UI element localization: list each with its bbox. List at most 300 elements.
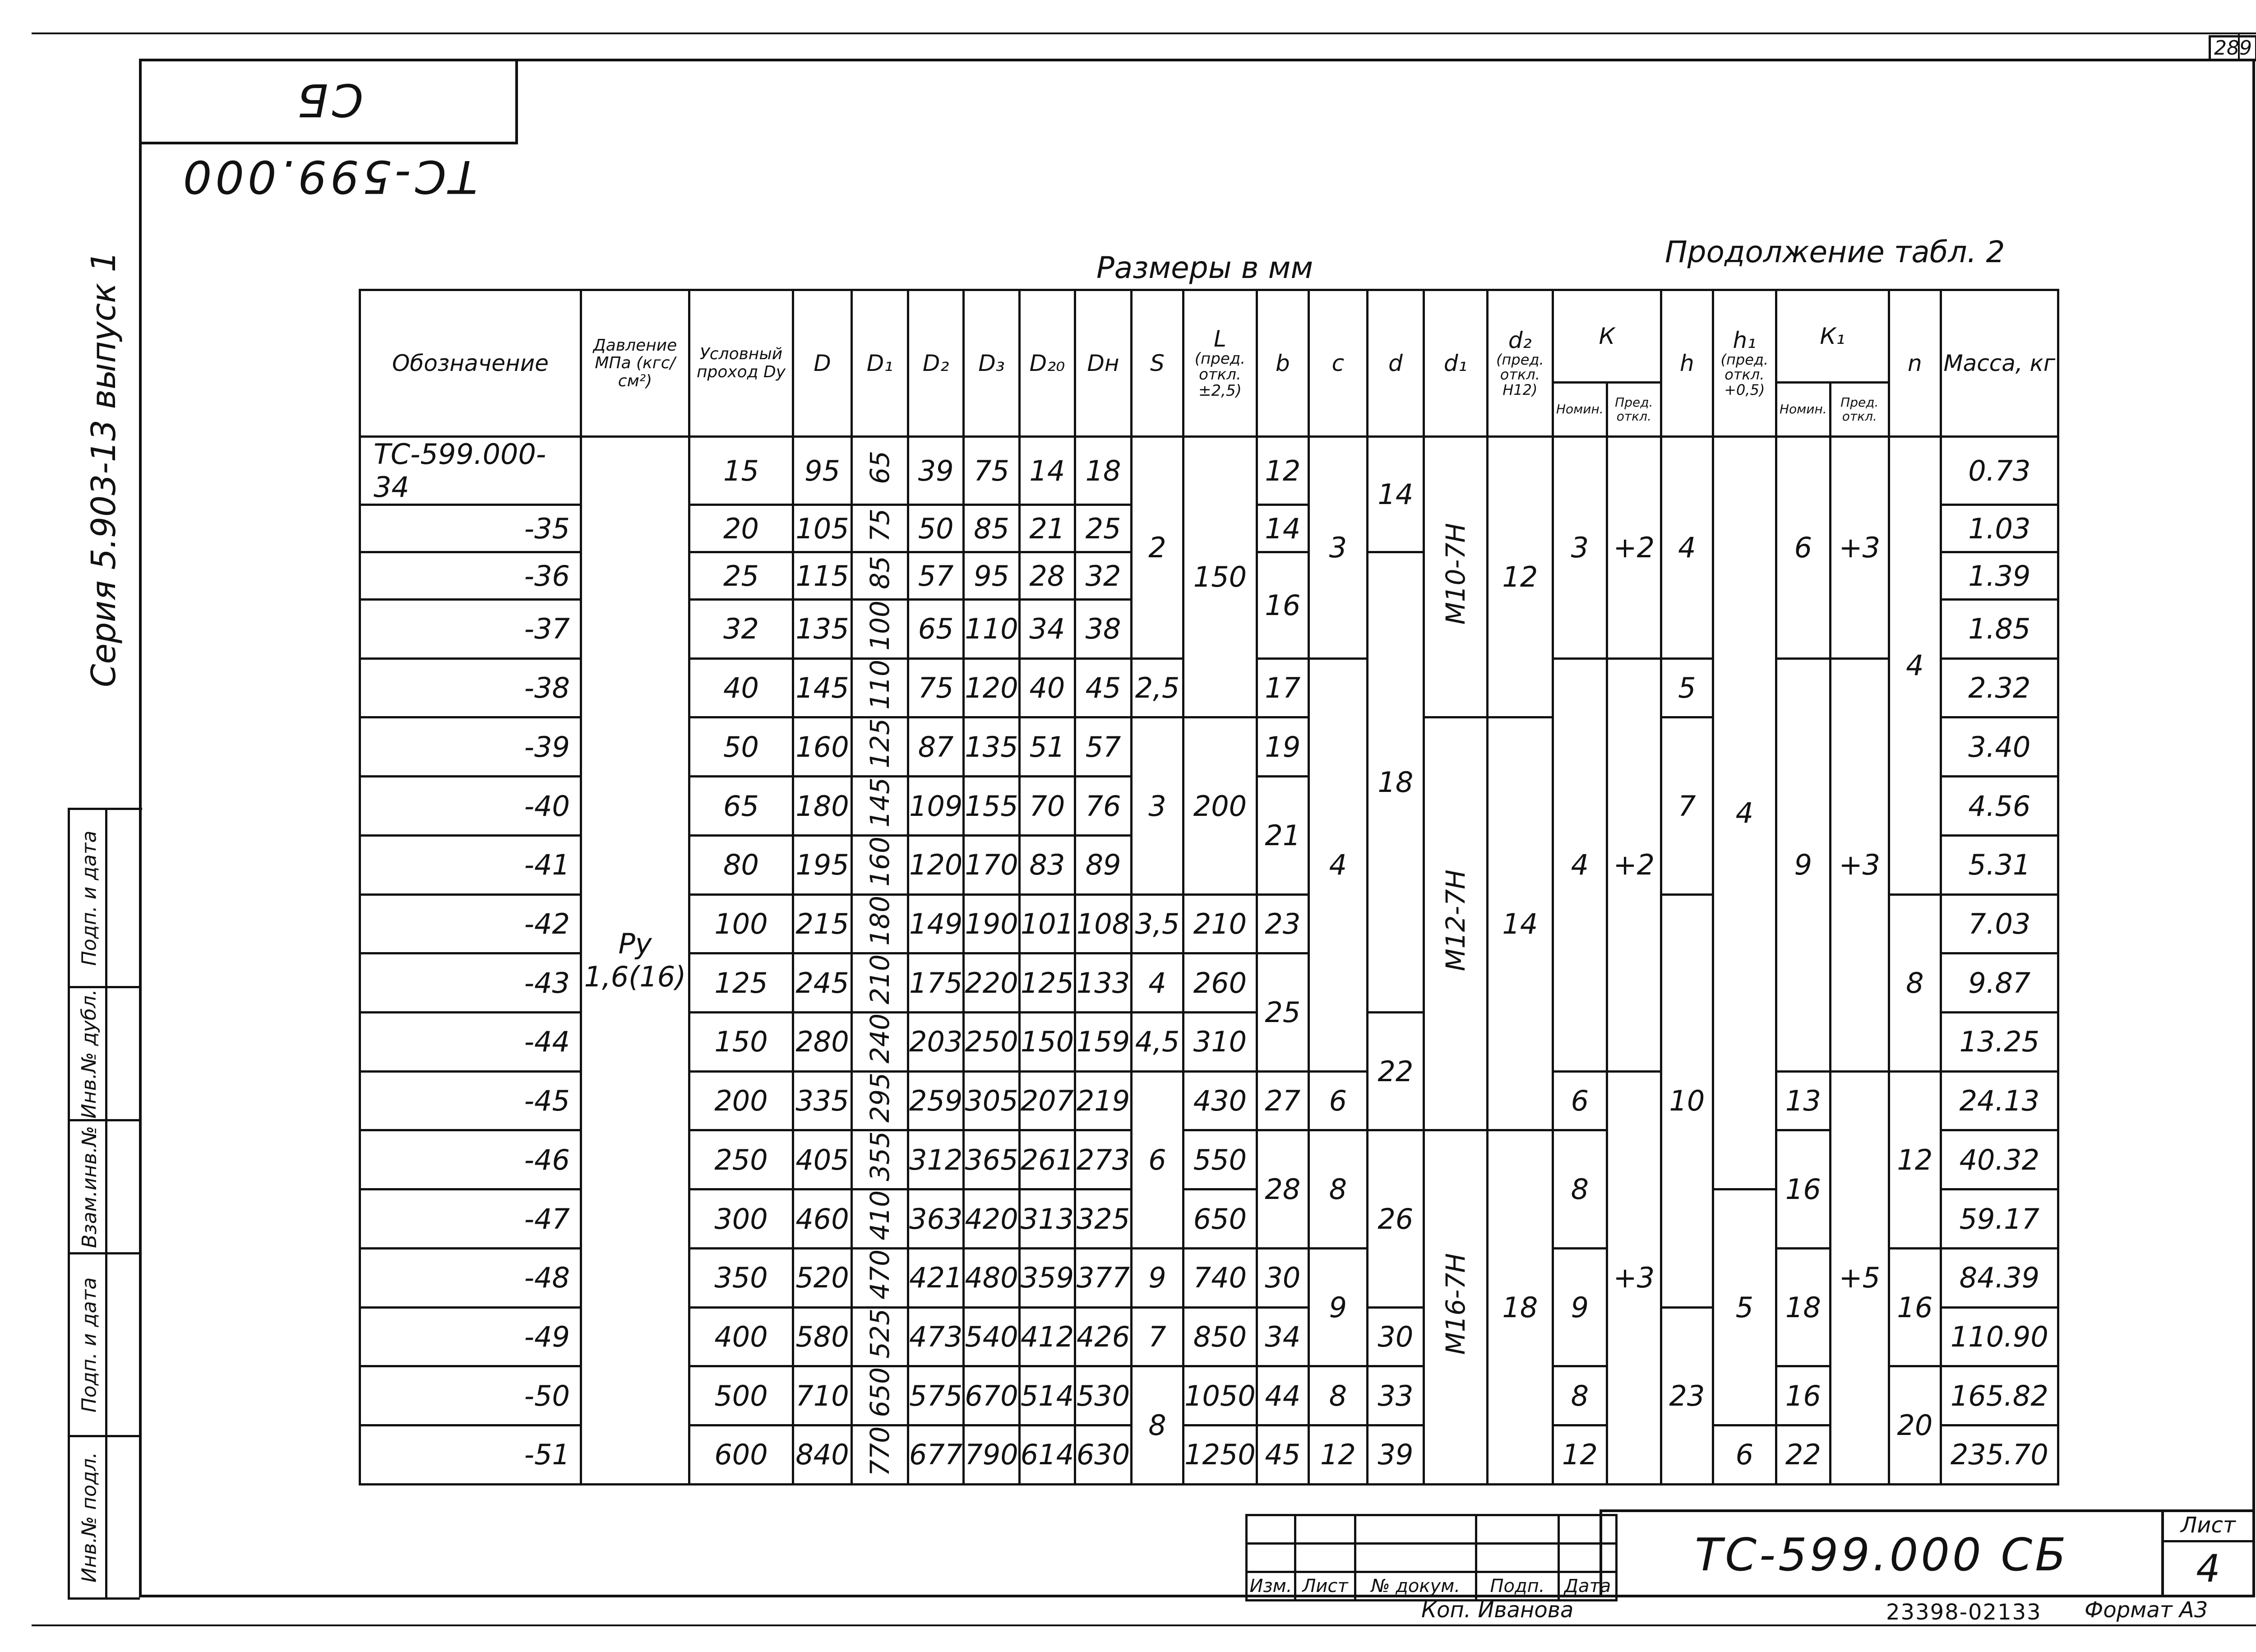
cell-b xyxy=(1257,1307,1308,1366)
cell-dy xyxy=(689,1189,793,1249)
title-block-grid xyxy=(1245,1514,1618,1601)
cell-c xyxy=(1308,658,1367,1071)
cell-s-value: 2 xyxy=(1148,531,1166,564)
cell-d3-value: 540 xyxy=(965,1320,1018,1353)
cell-d20 xyxy=(1019,1366,1075,1425)
cell-dy xyxy=(689,658,793,717)
cell-d-value: 160 xyxy=(795,730,849,764)
cell-n-value: 4 xyxy=(1906,649,1924,682)
cell-s xyxy=(1132,1013,1183,1072)
cell-dn-value: 38 xyxy=(1085,612,1121,646)
cell-d2-value: 14 xyxy=(1502,907,1538,940)
cell-s-value: 8 xyxy=(1148,1409,1166,1442)
cell-k-dev xyxy=(1607,437,1661,659)
cell-d3-value: 110 xyxy=(965,612,1018,646)
cell-d2 xyxy=(1487,717,1553,1130)
cell-d20-value: 70 xyxy=(1029,789,1065,823)
cell-k1-nom-value: 13 xyxy=(1785,1084,1821,1118)
cell-l-value: 310 xyxy=(1193,1025,1247,1059)
th-K1-dev: Пред. откл. xyxy=(1830,383,1889,437)
cell-l-value: 1050 xyxy=(1184,1379,1256,1412)
cell-dn-value: 32 xyxy=(1085,559,1121,592)
cell-d2 xyxy=(908,1130,964,1189)
cell-d20-value: 21 xyxy=(1029,512,1065,545)
cell-mass xyxy=(1941,552,2058,600)
cell-s-value: 4,5 xyxy=(1135,1025,1180,1059)
cell-mass-value: 59.17 xyxy=(1959,1202,2040,1236)
cell-d-value: 39 xyxy=(1378,1438,1414,1472)
cell-b-value: 44 xyxy=(1265,1379,1301,1412)
cell-d2 xyxy=(908,1425,964,1485)
cell-d xyxy=(1367,552,1424,1013)
cell-d3-value: 155 xyxy=(965,789,1018,823)
cell-dn-value: 630 xyxy=(1076,1438,1130,1472)
cell-d1 xyxy=(852,1130,908,1189)
cell-d-value: 30 xyxy=(1378,1320,1414,1353)
cell-k1-dev-value: +5 xyxy=(1839,1261,1881,1295)
cell-n-value: 12 xyxy=(1897,1143,1933,1176)
cell-mass xyxy=(1941,1013,2058,1072)
cell-d1-value: 110 xyxy=(864,659,895,710)
cell-c-value: 12 xyxy=(1320,1438,1356,1472)
cell-d1 xyxy=(852,1248,908,1307)
cell-d2-value: 203 xyxy=(909,1025,963,1059)
cell-l-value: 200 xyxy=(1193,789,1247,823)
cell-b xyxy=(1257,1425,1308,1485)
cell-d1-value: 180 xyxy=(864,895,895,946)
cell-b xyxy=(1257,1248,1308,1307)
cell-d-value: 18 xyxy=(1378,766,1414,799)
cell-b-value: 23 xyxy=(1265,907,1301,940)
stamp-label: Подп. xyxy=(1476,1572,1559,1601)
cell-d3 xyxy=(964,953,1019,1013)
cell-dn xyxy=(1075,1366,1132,1425)
cell-d xyxy=(1367,437,1424,552)
cell-d20-value: 313 xyxy=(1020,1202,1074,1236)
cell-d1-value: 100 xyxy=(864,601,895,651)
cell-k-nom xyxy=(1553,1130,1607,1248)
cell-s-value: 7 xyxy=(1148,1320,1166,1353)
cell-d-value: 215 xyxy=(795,907,849,940)
cell-designation xyxy=(360,505,581,552)
cell-mass-value: 4.56 xyxy=(1968,789,2031,823)
cell-d1-value: 75 xyxy=(864,508,895,542)
cell-mass-value: 9.87 xyxy=(1968,966,2031,1000)
cell-l xyxy=(1183,1248,1257,1307)
cell-dy-value: 500 xyxy=(714,1379,768,1412)
cell-s-value: 3,5 xyxy=(1135,907,1180,940)
cell-d3-value: 95 xyxy=(974,559,1009,592)
cell-d1-value: 160 xyxy=(864,836,895,887)
cell-d20 xyxy=(1019,835,1075,894)
cell-d1-value: 355 xyxy=(864,1131,895,1182)
cell-k1-dev xyxy=(1830,437,1889,659)
cell-b xyxy=(1257,953,1308,1071)
cell-d1 xyxy=(852,1366,908,1425)
cell-dn xyxy=(1075,552,1132,600)
cell-l-value: 550 xyxy=(1193,1143,1247,1176)
cell-d2 xyxy=(908,1189,964,1249)
cell-k1-dev xyxy=(1830,658,1889,1071)
cell-d xyxy=(793,1189,852,1249)
cell-h1 xyxy=(1713,1425,1776,1485)
cell-k-nom xyxy=(1553,1248,1607,1366)
cell-designation-value: -48 xyxy=(524,1261,570,1295)
cell-d xyxy=(1367,1130,1424,1307)
cell-d2-value: 363 xyxy=(909,1202,963,1236)
cell-mass xyxy=(1941,1248,2058,1307)
th-h1-note: (пред. откл. +0,5) xyxy=(1720,351,1769,399)
cell-dn-value: 89 xyxy=(1085,848,1121,882)
cell-dn-value: 219 xyxy=(1076,1084,1130,1118)
sheet-number: 4 xyxy=(2196,1546,2220,1591)
cell-s-value: 6 xyxy=(1148,1143,1166,1176)
cell-d20 xyxy=(1019,894,1075,953)
cell-dn xyxy=(1075,777,1132,836)
format-label: Формат А3 xyxy=(2085,1597,2208,1623)
cell-d xyxy=(1367,1366,1424,1425)
cell-designation-value: -35 xyxy=(524,512,570,545)
cell-b-value: 14 xyxy=(1265,512,1301,545)
cell-dn-value: 377 xyxy=(1076,1261,1130,1295)
cell-d-value: 580 xyxy=(795,1320,849,1353)
cell-d3 xyxy=(964,1366,1019,1425)
cell-k1-nom xyxy=(1776,1130,1830,1248)
th-Dn: Dн xyxy=(1075,290,1132,437)
cell-d3-value: 75 xyxy=(974,454,1009,487)
cell-dy xyxy=(689,552,793,600)
cell-d-value: 245 xyxy=(795,966,849,1000)
cell-k-nom-value: 9 xyxy=(1571,1291,1589,1324)
stamp-label: Изм. xyxy=(1247,1572,1295,1601)
cell-d2-value: 87 xyxy=(918,730,954,764)
cell-mass xyxy=(1941,1425,2058,1485)
cell-d20 xyxy=(1019,600,1075,659)
sheet-label: Лист xyxy=(2164,1512,2252,1542)
cell-h-value: 5 xyxy=(1678,671,1696,705)
cell-mass-value: 5.31 xyxy=(1968,848,2031,882)
cell-d20-value: 34 xyxy=(1029,612,1065,646)
cell-mass xyxy=(1941,1366,2058,1425)
cell-d20-value: 14 xyxy=(1029,454,1065,487)
series-label: Серия 5.903-13 выпуск 1 xyxy=(84,251,123,687)
cell-k1-nom-value: 6 xyxy=(1794,531,1812,564)
cell-mass-value: 7.03 xyxy=(1968,907,2031,940)
cell-d1 xyxy=(852,777,908,836)
cell-d2-value: 421 xyxy=(909,1261,963,1295)
cell-d1 xyxy=(852,1071,908,1130)
bottom-rule xyxy=(32,1624,2256,1626)
cell-dn-value: 108 xyxy=(1076,907,1130,940)
cell-d xyxy=(1367,1425,1424,1485)
cell-b xyxy=(1257,505,1308,552)
cell-d xyxy=(1367,1307,1424,1366)
cell-k1-nom-value: 22 xyxy=(1785,1438,1821,1472)
cell-dy xyxy=(689,505,793,552)
cell-dy xyxy=(689,953,793,1013)
side-label: Инв.№ дубл. xyxy=(78,989,101,1119)
side-cell xyxy=(70,810,140,988)
cell-c-value: 9 xyxy=(1329,1291,1347,1324)
cell-designation-value: -49 xyxy=(524,1320,570,1353)
cell-dy xyxy=(689,437,793,505)
th-D1: D₁ xyxy=(852,290,908,437)
cell-dy xyxy=(689,717,793,777)
cell-dy xyxy=(689,835,793,894)
cell-dy xyxy=(689,1425,793,1485)
cell-mass-value: 235.70 xyxy=(1950,1438,2048,1472)
cell-d xyxy=(793,1307,852,1366)
cell-d1 xyxy=(852,1307,908,1366)
cell-designation xyxy=(360,1366,581,1425)
cell-designation xyxy=(360,552,581,600)
cell-dn-value: 530 xyxy=(1076,1379,1130,1412)
cell-dn-value: 18 xyxy=(1085,454,1121,487)
cell-d3 xyxy=(964,777,1019,836)
cell-k-nom xyxy=(1553,437,1607,659)
cell-b xyxy=(1257,658,1308,717)
cell-d20 xyxy=(1019,552,1075,600)
cell-s xyxy=(1132,1307,1183,1366)
cell-c xyxy=(1308,1130,1367,1248)
cell-dy xyxy=(689,777,793,836)
cell-n xyxy=(1889,1071,1941,1248)
cell-d20-value: 261 xyxy=(1020,1143,1074,1176)
cell-k-nom xyxy=(1553,1071,1607,1130)
th-K1: К₁ xyxy=(1776,290,1889,383)
cell-d2-value: 65 xyxy=(918,612,954,646)
cell-s-value: 3 xyxy=(1148,789,1166,823)
cell-s xyxy=(1132,953,1183,1013)
cell-l xyxy=(1183,1189,1257,1249)
cell-d3-value: 85 xyxy=(974,512,1009,545)
cell-dn xyxy=(1075,953,1132,1013)
title-code: ТС-599.000 СБ xyxy=(1600,1509,2161,1597)
cell-d1 xyxy=(852,552,908,600)
cell-d20-value: 412 xyxy=(1020,1320,1074,1353)
cell-dn xyxy=(1075,717,1132,777)
cell-d xyxy=(793,777,852,836)
cell-b-value: 17 xyxy=(1265,671,1301,705)
th-b: b xyxy=(1257,290,1308,437)
cell-mass xyxy=(1941,1189,2058,1249)
cell-designation-value: -42 xyxy=(524,907,570,940)
cell-n-value: 20 xyxy=(1897,1409,1933,1442)
cell-l xyxy=(1183,953,1257,1013)
cell-d xyxy=(793,894,852,953)
cell-designation-value: -39 xyxy=(524,730,570,764)
cell-d-value: 135 xyxy=(795,612,849,646)
cell-dn xyxy=(1075,1425,1132,1485)
cell-d xyxy=(793,717,852,777)
cell-d xyxy=(793,658,852,717)
cell-d xyxy=(793,1130,852,1189)
cell-d20-value: 40 xyxy=(1029,671,1065,705)
cell-mass xyxy=(1941,835,2058,894)
cell-h xyxy=(1661,717,1713,894)
cell-c xyxy=(1308,1425,1367,1485)
side-cell xyxy=(70,1437,140,1600)
cell-designation xyxy=(360,953,581,1013)
cell-dy-value: 100 xyxy=(714,907,768,940)
cell-dn xyxy=(1075,1307,1132,1366)
cell-dy-value: 125 xyxy=(714,966,768,1000)
cell-d20 xyxy=(1019,777,1075,836)
cell-d1 xyxy=(852,953,908,1013)
cell-mass-value: 110.90 xyxy=(1950,1320,2048,1353)
cell-b xyxy=(1257,1366,1308,1425)
cell-d2-value: 149 xyxy=(909,907,963,940)
cell-dy xyxy=(689,1307,793,1366)
units-heading: Размеры в мм xyxy=(1096,250,1313,285)
side-cell xyxy=(70,1254,140,1437)
cell-mass-value: 0.73 xyxy=(1968,454,2031,487)
cell-d1-value: 85 xyxy=(864,555,895,589)
side-cell xyxy=(70,1121,140,1254)
cell-d1-value: 410 xyxy=(864,1190,895,1240)
cell-k1-nom xyxy=(1776,1248,1830,1366)
cell-d3 xyxy=(964,717,1019,777)
cell-d xyxy=(793,437,852,505)
cell-d xyxy=(793,1366,852,1425)
cell-d xyxy=(793,953,852,1013)
cell-pressure xyxy=(581,437,689,1485)
cell-pressure-value: Ру 1,6(16) xyxy=(584,927,686,994)
cell-l-value: 430 xyxy=(1193,1084,1247,1118)
cell-l xyxy=(1183,1013,1257,1072)
cell-k1-nom xyxy=(1776,1071,1830,1130)
cell-dn xyxy=(1075,1130,1132,1189)
cell-h-value: 4 xyxy=(1678,531,1696,564)
cell-dy-value: 65 xyxy=(723,789,759,823)
cell-d2-value: 12 xyxy=(1502,560,1538,594)
cell-k-nom-value: 6 xyxy=(1571,1084,1589,1118)
cell-b xyxy=(1257,894,1308,953)
cell-d-value: 14 xyxy=(1378,478,1414,511)
cell-d20 xyxy=(1019,1013,1075,1072)
cell-l xyxy=(1183,1071,1257,1130)
cell-d1 xyxy=(852,437,908,505)
cell-d20-value: 150 xyxy=(1020,1025,1074,1059)
cell-designation-value: -45 xyxy=(524,1084,570,1118)
cell-k-dev xyxy=(1607,658,1661,1071)
cell-d2 xyxy=(908,600,964,659)
cell-d2 xyxy=(908,1248,964,1307)
cell-l-value: 740 xyxy=(1193,1261,1247,1295)
cell-dy-value: 400 xyxy=(714,1320,768,1353)
cell-d2 xyxy=(908,1071,964,1130)
cell-designation xyxy=(360,1189,581,1249)
cell-designation xyxy=(360,1248,581,1307)
cell-b xyxy=(1257,1071,1308,1130)
cell-d3-value: 670 xyxy=(965,1379,1018,1412)
cell-d3-value: 170 xyxy=(965,848,1018,882)
cell-d1-value: 650 xyxy=(864,1367,895,1418)
cell-dy-value: 40 xyxy=(723,671,759,705)
cell-d1-value: М12-7Н xyxy=(1440,870,1471,972)
cell-d1 xyxy=(1424,437,1487,717)
cell-dy xyxy=(689,600,793,659)
cell-k1-nom xyxy=(1776,1366,1830,1425)
cell-mass xyxy=(1941,437,2058,505)
cell-designation-value: -41 xyxy=(524,848,570,882)
cell-d-value: 145 xyxy=(795,671,849,705)
cell-d3 xyxy=(964,1425,1019,1485)
table-row xyxy=(360,437,2058,505)
cell-d1 xyxy=(852,658,908,717)
cell-dy-value: 350 xyxy=(714,1261,768,1295)
cell-d2-value: 677 xyxy=(909,1438,963,1472)
cell-d2 xyxy=(1487,437,1553,717)
cell-d3 xyxy=(964,835,1019,894)
cell-l-value: 260 xyxy=(1193,966,1247,1000)
cell-k-dev-value: +2 xyxy=(1613,531,1655,564)
cell-k-dev-value: +3 xyxy=(1613,1261,1655,1295)
doc-number: 23398-02133 xyxy=(1886,1600,2042,1625)
cell-dy-value: 250 xyxy=(714,1143,768,1176)
cell-k-nom-value: 12 xyxy=(1562,1438,1598,1472)
cell-l xyxy=(1183,717,1257,894)
cell-designation-value: -36 xyxy=(524,559,570,592)
stamp-label: Дата xyxy=(1559,1572,1617,1601)
cell-designation-value: -46 xyxy=(524,1143,570,1176)
cell-dn xyxy=(1075,600,1132,659)
cell-d2 xyxy=(908,1307,964,1366)
cell-mass-value: 1.39 xyxy=(1968,559,2031,592)
cell-d3 xyxy=(964,1248,1019,1307)
cell-d3 xyxy=(964,658,1019,717)
th-c: c xyxy=(1308,290,1367,437)
cell-b xyxy=(1257,552,1308,659)
cell-n xyxy=(1889,1248,1941,1366)
stamp-label: Лист xyxy=(1295,1572,1355,1601)
cell-dn-value: 426 xyxy=(1076,1320,1130,1353)
cell-d20 xyxy=(1019,1248,1075,1307)
cell-d1-value: 125 xyxy=(864,718,895,769)
side-label: Подп. и дата xyxy=(78,1277,101,1412)
cell-designation-value: ТС-599.000-34 xyxy=(374,438,546,504)
cell-d3 xyxy=(964,1071,1019,1130)
cell-k1-nom xyxy=(1776,658,1830,1071)
cell-d1-value: 145 xyxy=(864,777,895,828)
cell-dn-value: 325 xyxy=(1076,1202,1130,1236)
cell-designation xyxy=(360,437,581,505)
cell-d20-value: 51 xyxy=(1029,730,1065,764)
cell-dn xyxy=(1075,1071,1132,1130)
cell-d2 xyxy=(1487,1130,1553,1484)
cell-k-nom-value: 8 xyxy=(1571,1173,1589,1206)
cell-designation-value: -44 xyxy=(524,1025,570,1059)
cell-k1-nom xyxy=(1776,437,1830,659)
cell-dn xyxy=(1075,1013,1132,1072)
cell-d2-value: 57 xyxy=(918,559,954,592)
th-h1 xyxy=(1713,290,1776,437)
cell-k-nom xyxy=(1553,658,1607,1071)
cell-d3 xyxy=(964,505,1019,552)
cell-mass xyxy=(1941,505,2058,552)
cell-mass-value: 84.39 xyxy=(1959,1261,2040,1295)
cell-mass xyxy=(1941,894,2058,953)
cell-dn xyxy=(1075,658,1132,717)
cell-dy-value: 600 xyxy=(714,1438,768,1472)
cell-h-value: 23 xyxy=(1669,1379,1705,1412)
cell-dn xyxy=(1075,835,1132,894)
cell-k1-nom xyxy=(1776,1425,1830,1485)
cell-d20 xyxy=(1019,1189,1075,1249)
cell-mass-value: 40.32 xyxy=(1959,1143,2040,1176)
rotated-code: ТС-599.000 СБ xyxy=(179,74,478,203)
cell-k-nom-value: 3 xyxy=(1571,531,1589,564)
